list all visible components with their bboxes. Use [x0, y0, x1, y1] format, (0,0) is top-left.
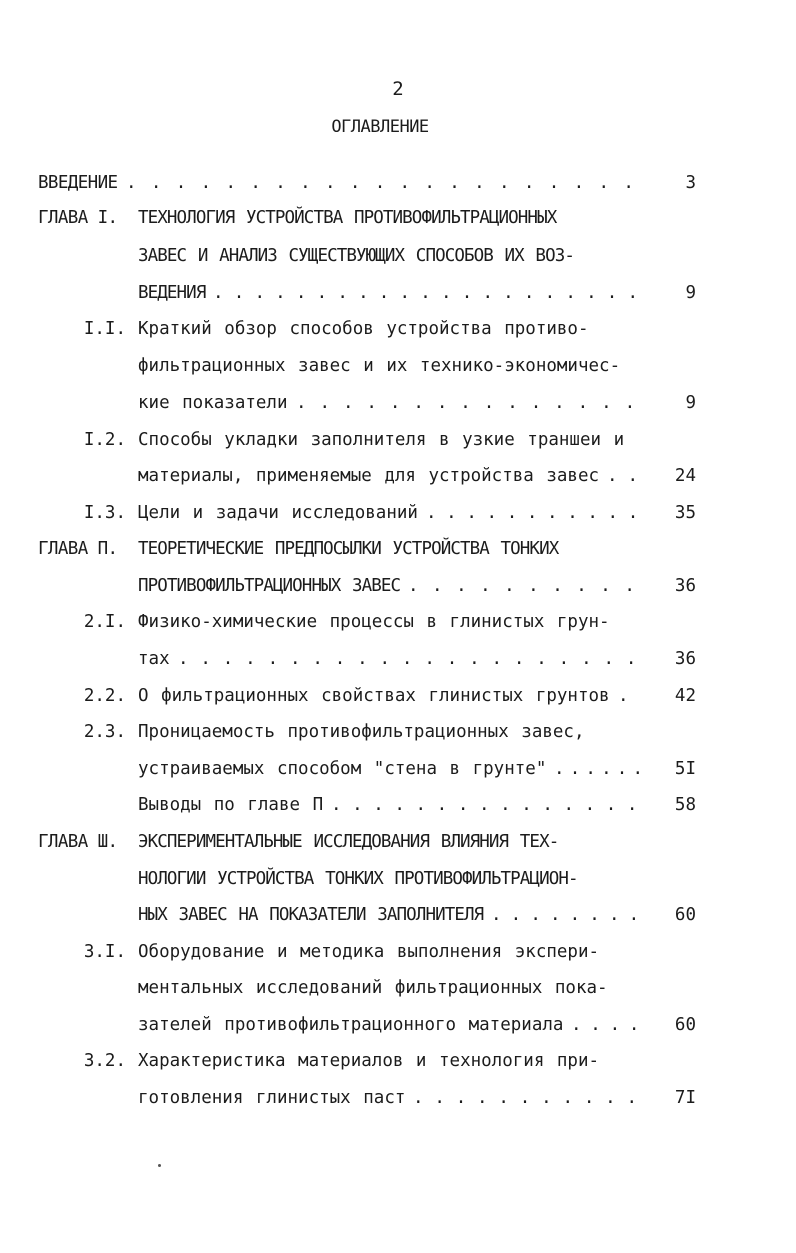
toc-line: [0, 1080, 796, 1116]
scan-speck: [158, 1164, 161, 1167]
toc-text: Цели и задачи исследований: [138, 503, 418, 523]
toc-text: ЭКСПЕРИМЕНТАЛЬНЫЕ ИССЛЕДОВАНИЯ ВЛИЯНИЯ ТЕХ-: [138, 832, 559, 852]
toc-line: [0, 1007, 796, 1043]
toc-text: Характеристика материалов и технология при-: [138, 1051, 600, 1071]
toc-text: фильтрационных завес и их технико-экономичес-: [138, 356, 621, 376]
toc-line: [0, 714, 796, 750]
toc-section-number: I.2.: [83, 430, 126, 450]
toc-leader-dots: ...........: [413, 1088, 648, 1108]
toc-text: тах: [138, 649, 170, 669]
toc-line: [0, 458, 796, 494]
toc-line: [0, 531, 796, 567]
toc-line: [0, 165, 796, 201]
toc-page-number: 60: [674, 1015, 696, 1035]
toc-line: [0, 422, 796, 458]
toc-text: зателей противофильтрационного материала: [138, 1015, 564, 1035]
toc-page-number: 58: [674, 795, 696, 815]
toc-page-number: 9: [685, 393, 696, 413]
toc-page-number: 36: [674, 649, 696, 669]
toc-label: ГЛАВА П.: [38, 539, 118, 559]
toc-text: устраиваемых способом "стена в грунте": [138, 759, 547, 779]
toc-line: [0, 824, 796, 860]
toc-line: [0, 238, 796, 274]
toc-line: [0, 348, 796, 384]
toc-text: Краткий обзор способов устройства противо-: [138, 319, 589, 339]
toc-line: [0, 970, 796, 1006]
toc-line: [0, 604, 796, 640]
toc-line: [0, 568, 796, 604]
toc-text: ментальных исследований фильтрационных пока-: [138, 978, 608, 998]
toc-leader-dots: ......: [554, 759, 649, 779]
toc-section-number: 2.3.: [83, 722, 126, 742]
toc-section-number: I.I.: [83, 319, 126, 339]
toc-text: ЗАВЕС И АНАЛИЗ СУЩЕСТВУЮЩИХ СПОСОБОВ ИХ ВОЗ-: [138, 246, 574, 266]
toc-leader-dots: .....................: [213, 283, 649, 303]
toc-line: [0, 678, 796, 714]
toc-text: О фильтрационных свойствах глинистых грунтов: [138, 686, 610, 706]
toc-text: Способы укладки заполнителя в узкие траншеи и: [138, 430, 625, 450]
toc-text: ВЕДЕНИЯ: [138, 283, 206, 303]
toc-line: [0, 641, 796, 677]
toc-page-number: 3: [685, 173, 696, 193]
toc-text: Физико-химические процессы в глинистых грун-: [138, 612, 610, 632]
page-number: 2: [392, 78, 404, 100]
toc-section-number: 2.I.: [83, 612, 126, 632]
toc-line: [0, 1043, 796, 1079]
toc-text: Выводы по главе П: [138, 795, 324, 815]
toc-label: ГЛАВА I.: [38, 208, 118, 228]
toc-leader-dots: .....................: [126, 173, 649, 193]
toc-title: ОГЛАВЛЕНИЕ: [331, 117, 429, 137]
toc-line: [0, 897, 796, 933]
toc-section-number: 3.I.: [83, 942, 126, 962]
toc-section-number: 3.2.: [83, 1051, 126, 1071]
toc-leader-dots: ..........: [408, 576, 649, 596]
toc-text: готовления глинистых паст: [138, 1088, 406, 1108]
toc-line: [0, 934, 796, 970]
toc-text: Оборудование и методика выполнения экспери-: [138, 942, 600, 962]
toc-line: [0, 751, 796, 787]
toc-page-number: 5I: [674, 759, 696, 779]
toc-line: [0, 275, 796, 311]
toc-text: Проницаемость противофильтрационных завес,: [138, 722, 585, 742]
toc-section-number: I.3.: [83, 503, 126, 523]
toc-text: материалы, применяемые для устройства завес: [138, 466, 600, 486]
toc-leader-dots: .....................: [178, 649, 649, 669]
toc-text: НЫХ ЗАВЕС НА ПОКАЗАТЕЛИ ЗАПОЛНИТЕЛЯ: [138, 905, 484, 925]
toc-leader-dots: ........: [491, 905, 649, 925]
toc-leader-dots: ...............: [296, 393, 649, 413]
toc-page-number: 7I: [674, 1088, 696, 1108]
toc-page-number: 35: [674, 503, 696, 523]
toc-leader-dots: ..: [607, 466, 649, 486]
toc-leader-dots: ...............: [331, 795, 649, 815]
toc-page-number: 42: [674, 686, 696, 706]
toc-text: ПРОТИВОФИЛЬТРАЦИОННЫХ ЗАВЕС: [138, 576, 401, 596]
toc-line: [0, 311, 796, 347]
toc-page-number: 9: [685, 283, 696, 303]
toc-leader-dots: .: [618, 686, 648, 706]
toc-page-number: 24: [674, 466, 696, 486]
toc-text: ТЕОРЕТИЧЕСКИЕ ПРЕДПОСЫЛКИ УСТРОЙСТВА ТОНКИХ: [138, 539, 559, 559]
toc-line: [0, 200, 796, 236]
toc-line: [0, 495, 796, 531]
toc-label: ГЛАВА Ш.: [38, 832, 118, 852]
toc-text: кие показатели: [138, 393, 288, 413]
toc-section-number: 2.2.: [83, 686, 126, 706]
toc-label: ВВЕДЕНИЕ: [38, 173, 118, 193]
toc-line: [0, 861, 796, 897]
toc-page-number: 36: [674, 576, 696, 596]
toc-page-number: 60: [674, 905, 696, 925]
toc-line: [0, 787, 796, 823]
toc-leader-dots: ....: [571, 1015, 649, 1035]
toc-line: [0, 385, 796, 421]
toc-text: НОЛОГИИ УСТРОЙСТВА ТОНКИХ ПРОТИВОФИЛЬТРАЦИОН-: [138, 869, 578, 889]
toc-leader-dots: ...........: [426, 503, 648, 523]
toc-text: ТЕХНОЛОГИЯ УСТРОЙСТВА ПРОТИВОФИЛЬТРАЦИОННЫХ: [138, 208, 557, 228]
